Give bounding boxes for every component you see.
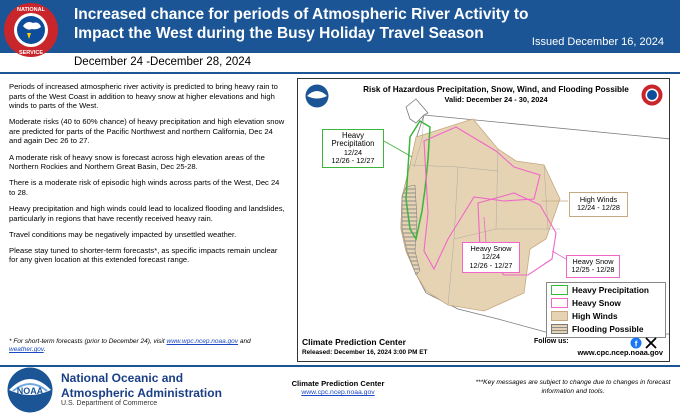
- callout-date: 12/26 - 12/27: [331, 155, 375, 165]
- legend-swatch-snow: [551, 298, 568, 308]
- x-icon[interactable]: [646, 338, 656, 348]
- noaa-logo-small: [305, 84, 329, 108]
- department-name: U.S. Department of Commerce: [61, 400, 158, 407]
- weather-gov-link[interactable]: weather.gov: [9, 346, 44, 353]
- footer-cpc-link[interactable]: www.cpc.ncep.noaa.gov: [301, 389, 375, 396]
- header-banner: [0, 0, 680, 56]
- callout-date: 12/26 - 12/27: [469, 260, 513, 270]
- callout-heavy-snow-2: [566, 255, 620, 278]
- map-valid-dates: Valid: December 24 - 30, 2024: [444, 95, 548, 104]
- message-paragraph: There is a moderate risk of episodic high winds across parts of the West, Dec 24 to 28.: [9, 178, 280, 197]
- svg-text:SERVICE: SERVICE: [18, 50, 44, 56]
- message-paragraph: Heavy precipitation and high winds could lead to localized flooding and landslides, particularly in regions that have recently received heavy rain.: [9, 203, 285, 223]
- cpc-website[interactable]: www.cpc.ncep.noaa.gov: [577, 348, 663, 357]
- cpc-label: Climate Prediction Center: [302, 337, 406, 347]
- message-paragraph: Travel conditions may be negatively impacted by unsettled weather.: [9, 229, 237, 239]
- footnote-suffix: .: [43, 346, 46, 353]
- svg-text:NATIONAL: NATIONAL: [16, 7, 46, 13]
- facebook-icon[interactable]: [631, 338, 642, 349]
- message-paragraph: A moderate risk of heavy snow is forecast across high elevation areas of the Northern Rockies and Northern Great Basin, Dec 25-28.: [9, 152, 265, 172]
- svg-text:f: f: [634, 338, 638, 349]
- legend-item-flooding: [549, 323, 663, 336]
- footnote: [9, 338, 285, 354]
- date-range: December 24 -December 28, 2024: [74, 56, 252, 68]
- map-title: Risk of Hazardous Precipitation, Snow, Wind, and Flooding Possible: [363, 85, 629, 94]
- legend-swatch-flooding: [551, 324, 568, 334]
- org-name-line2: Atmospheric Administration: [61, 386, 222, 400]
- legend-item-precip: [549, 284, 663, 297]
- divider-bottom: [0, 365, 680, 367]
- callout-title: Heavy Precipitation: [331, 131, 375, 149]
- nws-logo: [3, 2, 59, 58]
- follow-us-label: Follow us:: [534, 338, 569, 345]
- legend-item-winds: [549, 310, 663, 323]
- title-line-2: Impact the West during the Busy Holiday Travel Season: [74, 25, 484, 42]
- legend-swatch-precip: [551, 285, 568, 295]
- message-paragraph: Periods of increased atmospheric river activity is predicted to bring heavy rain to parts of the West Coast in addition to heavy snow at higher elevations and high winds to parts of the West.: [9, 82, 278, 111]
- legend-item-snow: [549, 297, 663, 310]
- wpc-link[interactable]: www.wpc.ncep.noaa.gov: [166, 338, 239, 345]
- issued-date: Issued December 16, 2024: [531, 36, 664, 48]
- legend-label: Flooding Possible: [572, 324, 644, 334]
- footnote-prefix: * For short-term forecasts (prior to December 24), visit: [9, 338, 165, 345]
- released-date: Released: December 16, 2024 3:00 PM ET: [302, 349, 428, 356]
- footer-cpc-title: Climate Prediction Center: [291, 379, 385, 388]
- callout-high-winds: [569, 192, 628, 217]
- callout-title: Heavy Snow: [572, 257, 614, 266]
- legend-label: High Winds: [572, 311, 618, 321]
- map-legend: [546, 282, 666, 338]
- message-paragraph: Please stay tuned to shorter-term forecasts*, as specific impacts remain unclear for any given location at this extended forecast range.: [9, 245, 278, 265]
- callout-date: 12/25 - 12/28: [571, 265, 615, 275]
- callout-title: Heavy Snow: [470, 244, 512, 253]
- divider-top: [0, 72, 680, 74]
- footnote-middle: and: [239, 338, 251, 345]
- callout-date: 12/24 - 12/28: [576, 203, 620, 213]
- hazard-map-panel: [297, 78, 670, 362]
- page-title: [74, 5, 534, 43]
- callout-date: 12/24: [343, 147, 363, 157]
- title-line-1: Increased chance for periods of Atmospheric River Activity to: [74, 6, 529, 23]
- noaa-logo: [7, 367, 53, 413]
- message-paragraph: Moderate risks (40 to 60% chance) of heavy precipitation and high elevation snow are predicted for parts of the Pacific Northwest and northern California, Dec 24 and again Dec 26 to 27.: [9, 117, 285, 146]
- key-messages: [9, 82, 285, 271]
- org-name-line1: National Oceanic and: [61, 371, 184, 385]
- callout-date: 12/24: [481, 252, 501, 262]
- legend-label: Heavy Snow: [572, 298, 621, 308]
- svg-text:NOAA: NOAA: [16, 386, 44, 396]
- callout-heavy-precip: [322, 129, 384, 168]
- disclaimer: ***Key messages are subject to change due to changes in forecast information and tools.: [475, 379, 671, 395]
- callout-title: High Winds: [579, 195, 618, 204]
- legend-label: Heavy Precipitation: [572, 285, 650, 295]
- callout-heavy-snow-1: [462, 242, 520, 273]
- legend-swatch-winds: [551, 311, 568, 321]
